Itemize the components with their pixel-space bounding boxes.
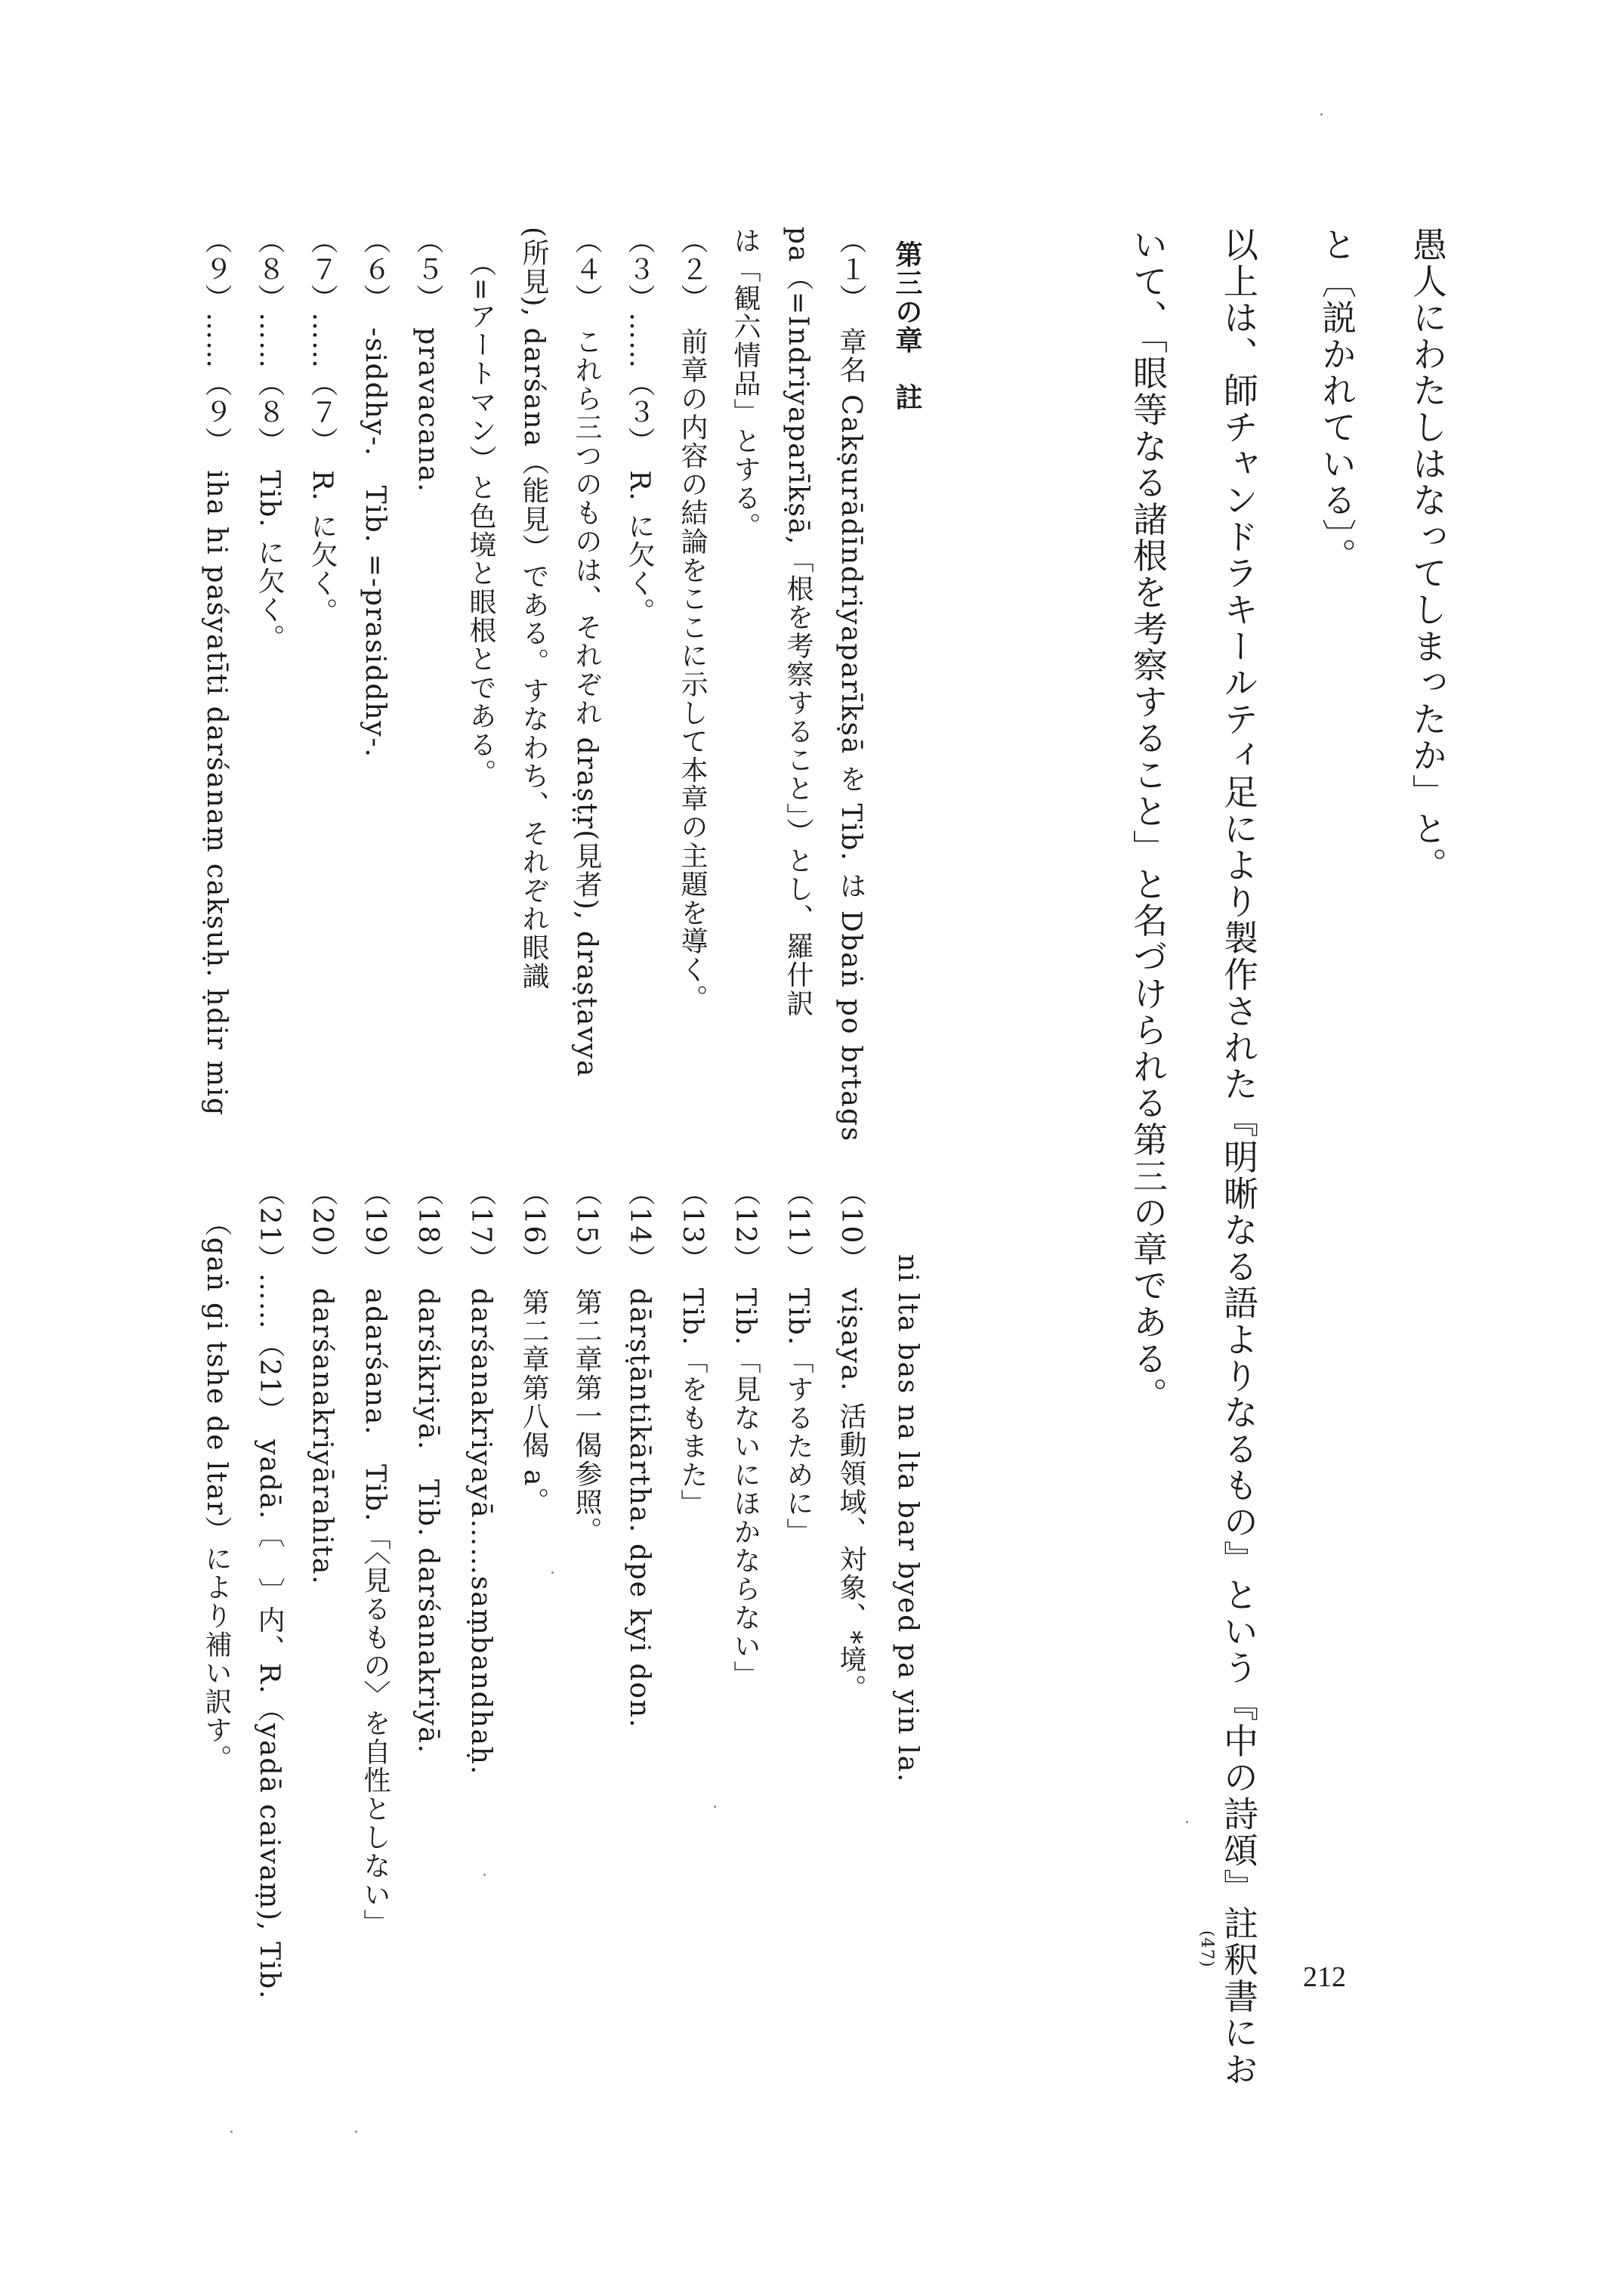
main-line-4: いて、「眼等なる諸根を考察すること」と名づけられる第三の章である。 <box>1128 227 1169 1414</box>
note-line: （４） これら三つのものは、それぞれ draṣṭṛ(見者), draṣṭavya <box>571 227 602 1078</box>
note-line: （14） dārṣṭāntikārtha. dpe kyi don. <box>624 1179 655 1729</box>
ref-mark-47: (47) <box>1197 1930 1216 1968</box>
scan-speck <box>355 2131 357 2133</box>
note-line: pa（=Indriyaparīkṣā,「根を考察すること」）とし、羅什訳 <box>783 227 814 1018</box>
note-line: （20） darśanakriyārahita. <box>307 1179 338 1586</box>
note-line: （15） 第二章第一偈参照。 <box>571 1179 602 1546</box>
main-line-2: と〔説かれている〕。 <box>1317 227 1357 574</box>
note-line: ni lta bas na lta bar byed pa yin la. <box>892 1254 923 1784</box>
note-line: （11） Tib.「するために」 <box>783 1179 814 1547</box>
note-line: （８）……（８） Tib. に欠く。 <box>254 227 285 653</box>
note-line: （１） 章名 Cakṣurādīndriyaparīkṣā を Tib. は Dbaṅ po brtags <box>835 227 866 1142</box>
note-line: (所見), darśana（能見）である。すなわち、それぞれ眼識 <box>518 227 549 990</box>
note-line: （10） viṣaya. 活動領域、対象、*境。 <box>835 1179 866 1703</box>
scan-speck <box>1320 113 1323 116</box>
note-line: （16） 第二章第八偈 a。 <box>518 1179 549 1516</box>
note-line: （７）……（７） R. に欠く。 <box>307 227 338 626</box>
note-line: （５） pravacana. <box>412 227 443 493</box>
scan-speck <box>1186 1821 1188 1823</box>
note-line: （12） Tib.「見ないにほかならない」 <box>730 1179 761 1689</box>
scan-speck <box>714 1806 716 1808</box>
main-line-3: 以上は、師チャンドラキールティ足により製作された『明晰なる語よりなるもの』という『中の詩頌』註釈書にお <box>1218 227 1259 2088</box>
page-number: 212 <box>1303 1961 1346 1993</box>
note-line: （21）……（21） yadā.〔 〕内、R.（yadā caivaṃ), Tib. <box>254 1179 285 2001</box>
note-line: は「観六情品」とする。 <box>730 227 761 541</box>
note-line: （19） adarśana. Tib.「〈見るもの〉を自性としない」 <box>360 1179 391 1938</box>
note-line: （３）……（３） R. に欠く。 <box>624 227 655 626</box>
notes-heading: 第三の章 註 <box>891 240 923 412</box>
note-line: （６） -siddhy-. Tib. =-prasiddhy-. <box>360 227 391 759</box>
main-line-1: 愚人にわたしはなってしまったか」と。 <box>1407 227 1448 884</box>
scan-speck <box>230 2131 233 2133</box>
scan-speck <box>483 1874 486 1876</box>
note-line: （２） 前章の内容の結論をここに示して本章の主題を導く。 <box>677 227 708 1013</box>
note-line: （=アートマン）と色境と眼根とである。 <box>465 249 496 788</box>
scan-speck <box>551 1571 554 1574</box>
note-line: （９）……（９） iha hi paśyatīti darśanaṃ cakṣuḥ. ḥdir mig <box>201 227 232 1117</box>
note-line: （gaṅ gi tshe de ltar）により補い訳す。 <box>201 1209 232 1773</box>
note-line: （18） darśikriyā. Tib. darśanakriyā. <box>412 1179 443 1754</box>
note-line: （13） Tib.「をもまた」 <box>677 1179 708 1518</box>
note-line: （17） darśanakriyayā……saṃbandhaḥ. <box>465 1179 496 1775</box>
